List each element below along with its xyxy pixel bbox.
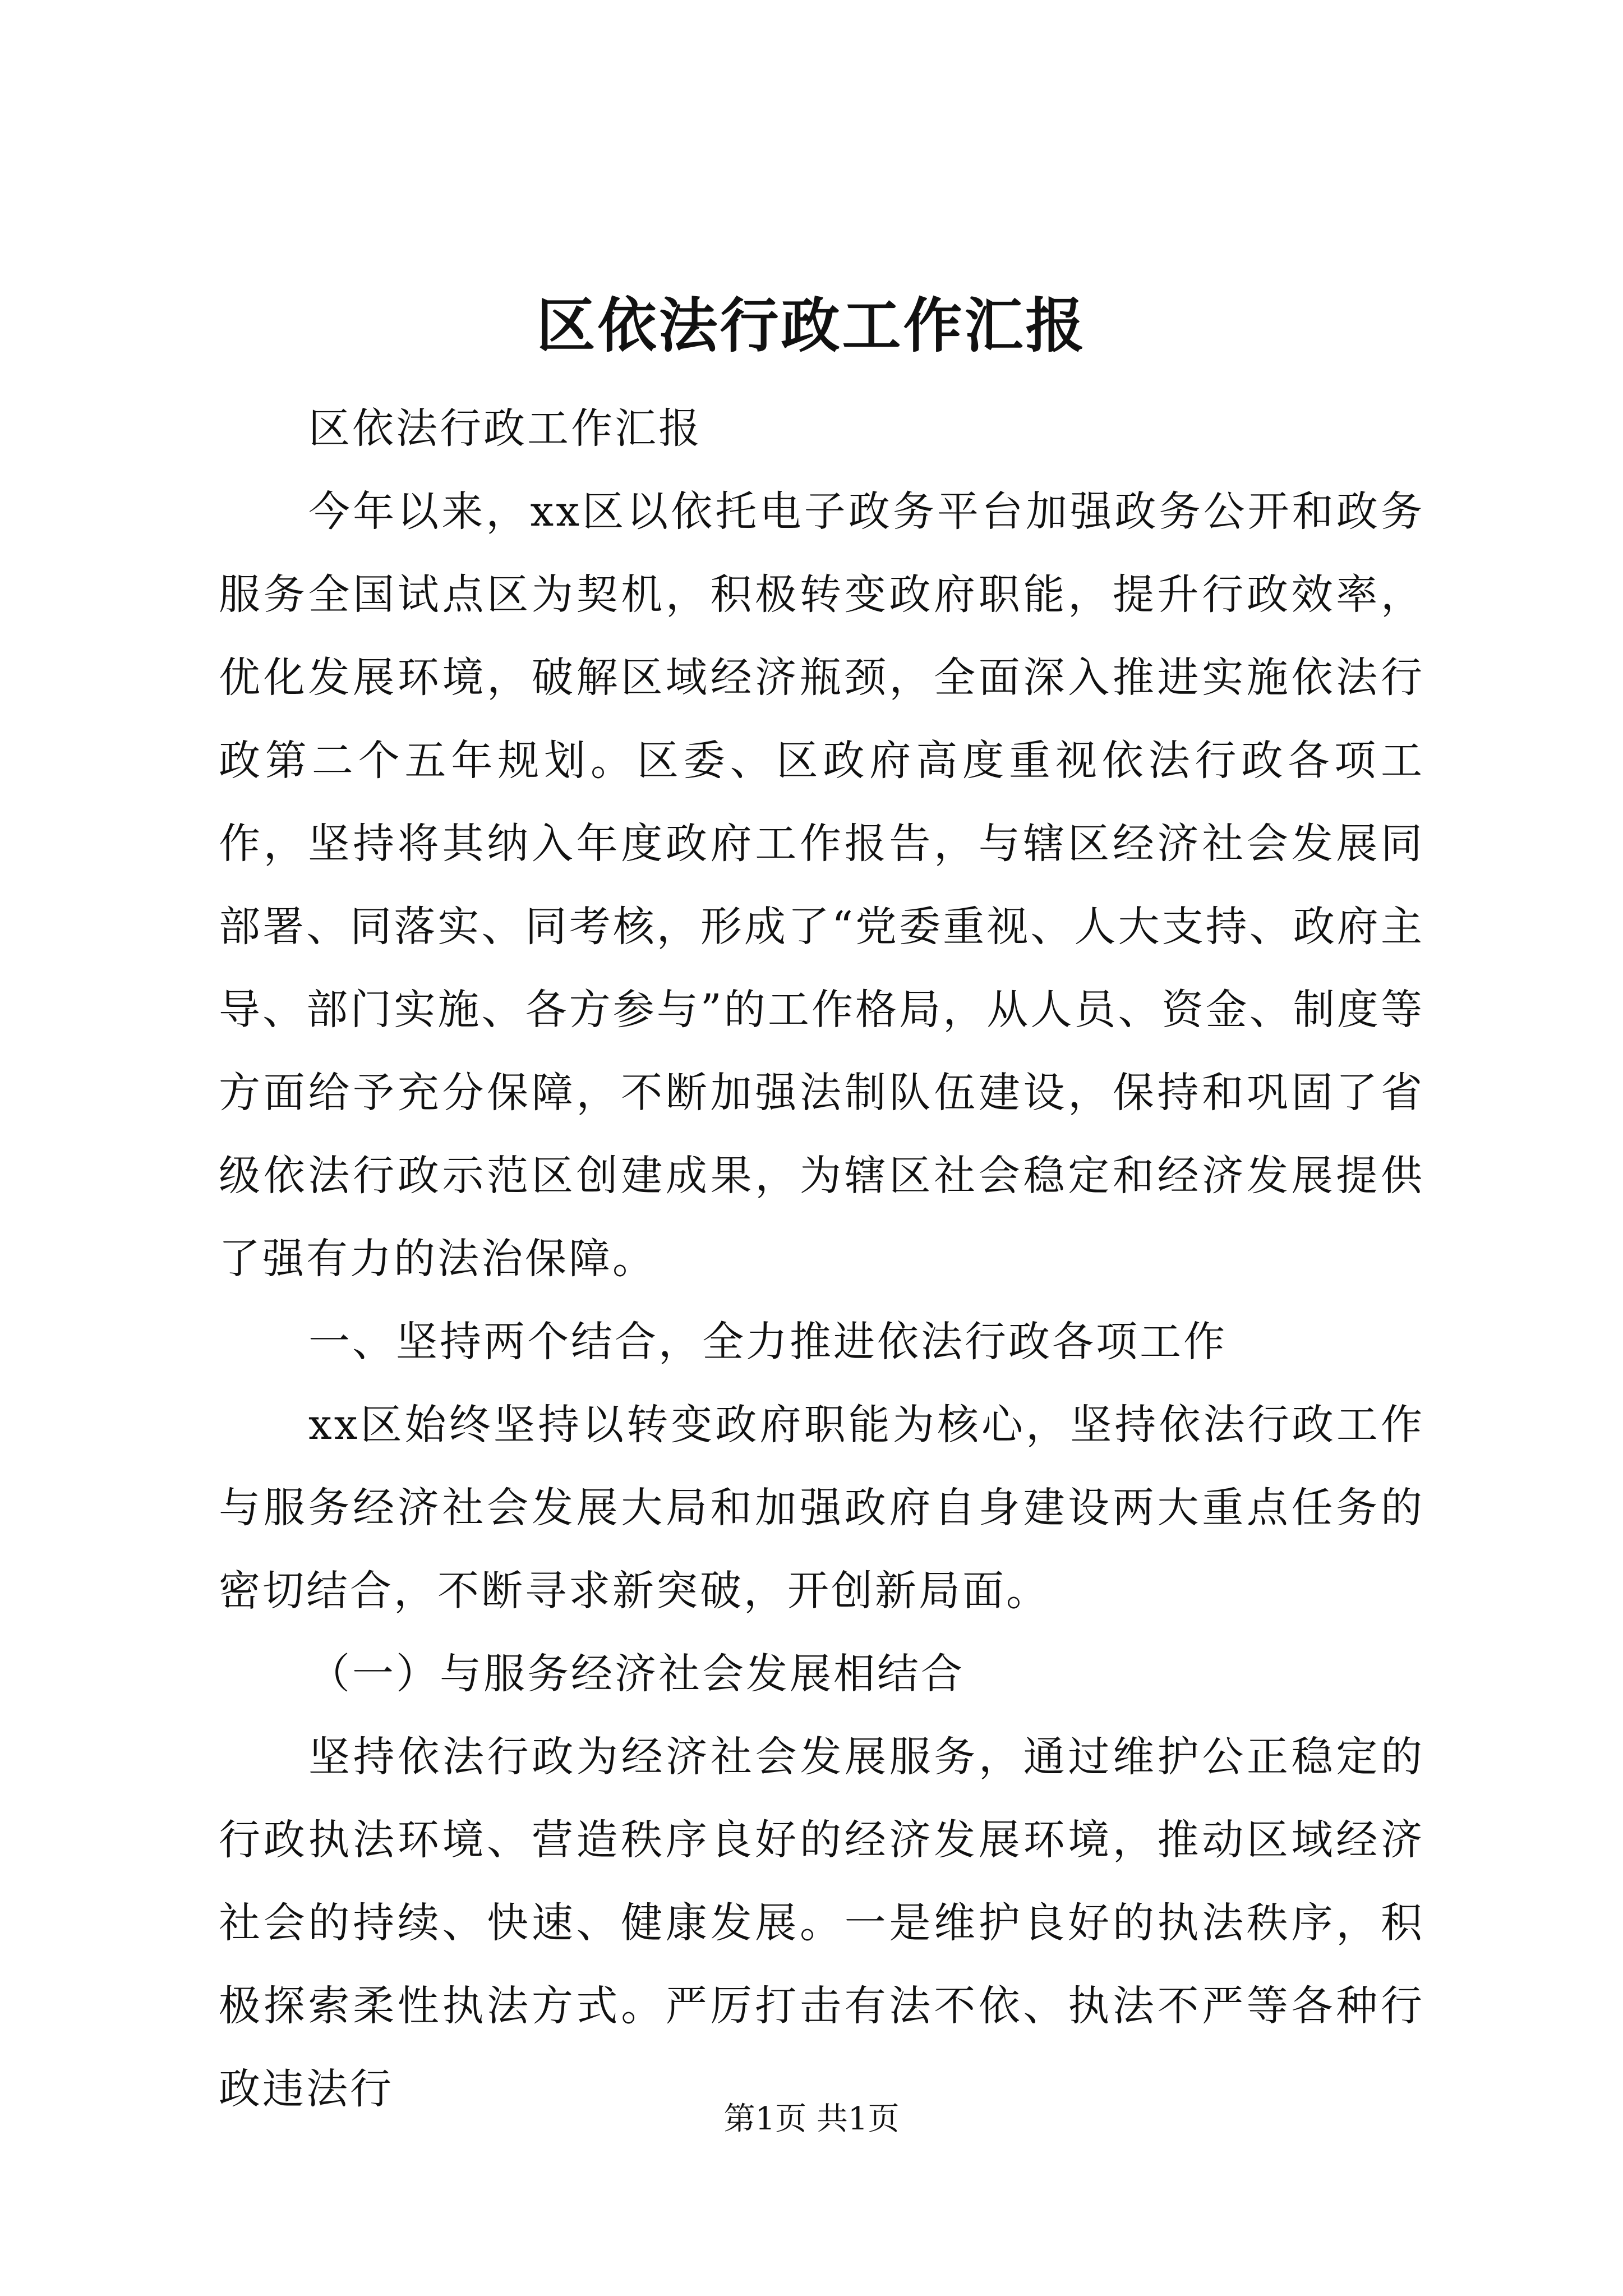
section-heading-1: 一、坚持两个结合，全力推进依法行政各项工作 — [308, 1318, 1227, 1366]
section-1-paragraph: xx区始终坚持以转变政府职能为核心，坚持依法行政工作与服务经济社会发展大局和加强政府自身建设两大重点任务的密切结合，不断寻求新突破，开创新局面。 — [219, 1401, 1424, 1615]
subsection-1-paragraph: 坚持依法行政为经济社会发展服务，通过维护公正稳定的行政执法环境、营造秩序良好的经济发展环境，推动区域经济社会的持续、快速、健康发展。一是维护良好的执法秩序，积极探索柔性执法方式。严厉打击有法不依、执法不严等各种行政违法行 — [219, 1733, 1424, 2113]
document-title: 区依法行政工作汇报 — [536, 291, 1087, 360]
subsection-heading-1: （一）与服务经济社会发展相结合 — [308, 1650, 965, 1698]
page-footer: 第1页 共1页 — [723, 2101, 900, 2137]
intro-paragraph: 今年以来，xx区以依托电子政务平台加强政务公开和政务服务全国试点区为契机，积极转变政府职能，提升行政效率，优化发展环境，破解区域经济瓶颈，全面深入推进实施依法行政第二个五年规划。区委、区政府高度重视依法行政各项工作，坚持将其纳入年度政府工作报告，与辖区经济社会发展同部署、同落实、同考核，形成了“党委重视、人大支持、政府主导、部门实施、各方参与”的工作格局，从人员、资金、制度等方面给予充分保障，不断加强法制队伍建设，保持和巩固了省级依法行政示范区创建成果，为辖区社会稳定和经济发展提供了强有力的法治保障。 — [219, 487, 1424, 1283]
subtitle-paragraph: 区依法行政工作汇报 — [308, 404, 702, 453]
document-body — [219, 387, 1424, 2131]
